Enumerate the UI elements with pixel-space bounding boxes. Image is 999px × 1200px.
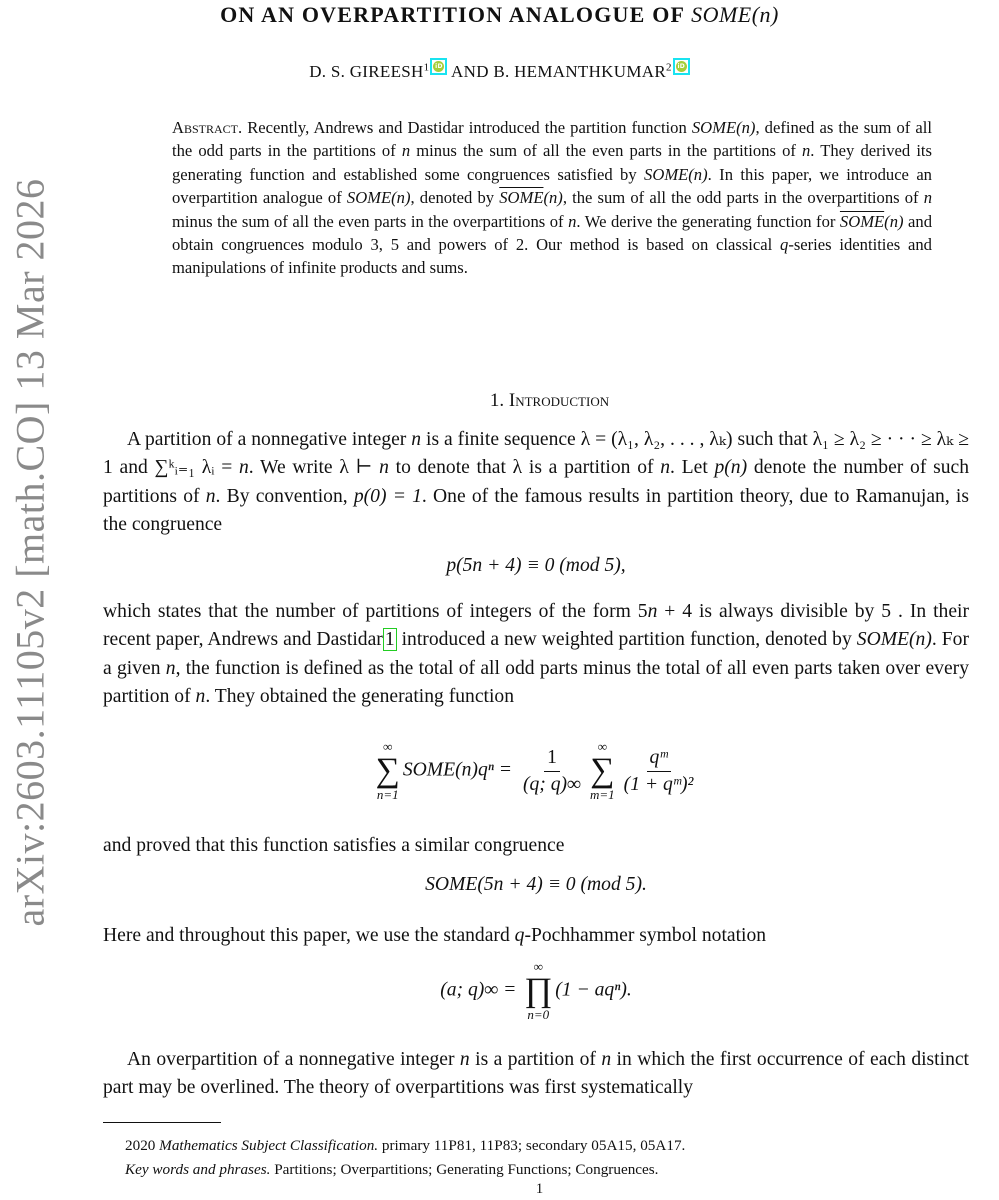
author-name: B. HEMANTHKUMAR: [493, 62, 666, 81]
orcid-icon[interactable]: [430, 58, 447, 75]
sum-operator: ∞ ∑ m=1: [590, 739, 615, 802]
intro-paragraph-5: An overpartition of a nonnegative integer n is a partition of n in which the first occurrence of each distinct part may be overlined. The theory of overpartitions was first systematically: [103, 1049, 970, 1099]
paper-title: ON AN OVERPARTITION ANALOGUE OF SOME(n): [220, 2, 779, 27]
sum-operator: ∞ ∑ n=1: [375, 739, 400, 802]
intro-paragraph-3: and proved that this function satisfies a similar congruence: [103, 835, 565, 856]
msc-footnote: 2020 Mathematics Subject Classification. primary 11P81, 11P83; secondary 05A15, 05A17.: [125, 1137, 686, 1154]
equation-some-congruence: SOME(5n + 4) ≡ 0 (mod 5).: [425, 874, 647, 895]
equation-pochhammer: (a; q)∞ = ∞ ∏ n=0 (1 − aqⁿ).: [440, 959, 632, 1022]
abstract-label: Abstract.: [172, 118, 243, 137]
abstract: Abstract. Recently, Andrews and Dastidar introduced the partition function SOME(n), defined as the sum of all the odd parts in the partitions of n minus the sum of all the even parts in the partitions of n. They derived its generating function and established some congruences satisfied by SOME(n). In this paper, we introduce an overpartition analogue of SOME(n), denoted by SOME(n), the sum of all the odd parts in the overpartitions of n minus the sum of all the even parts in the overpartitions of n. We derive the generating function for SOME(n) and obtain congruences modulo 3, 5 and powers of 2. Our method is based on classical q-series identities and manipulations of infinite products and sums.: [172, 118, 933, 278]
intro-paragraph-1: A partition of a nonnegative integer n is a finite sequence λ = (λ₁, λ₂, . . . , λₖ) such that λ₁ ≥ λ₂ ≥ · · · ≥ λₖ ≥ 1 and ∑ᵏᵢ₌₁ λᵢ = n. We write λ ⊢ n to denote that λ is a partition of n. Let p(n) denote the number of such partitions of n. By convention, p(0) = 1. One of the famous results in partition theory, due to Ramanujan, is the congruence: [103, 429, 969, 536]
author-name: D. S. GIREESH: [309, 62, 424, 81]
keywords-footnote: Key words and phrases. Partitions; Overpartitions; Generating Functions; Congruences.: [125, 1161, 659, 1178]
equation-generating-function: ∞ ∑ n=1 SOME(n)qⁿ = $\frac{1}{(q; q)\infty}$ ∞ ∑ m=1 $\frac{\text{qᵐ}}{\text{(1 + qᵐ)²}}$: [0, 740, 999, 802]
orcid-icon[interactable]: [673, 58, 690, 75]
affiliation-mark: 1: [423, 61, 430, 74]
fraction: $\frac{\text{qᵐ}}{\text{(1 + qᵐ)²}}$: [623, 746, 694, 795]
page-number: 1: [535, 1181, 544, 1197]
intro-paragraph-4: Here and throughout this paper, we use the standard q-Pochhammer symbol notation: [103, 925, 767, 946]
citation-link[interactable]: 1: [384, 629, 395, 651]
author-line: D. S. GIREESH$^1$iD AND B. HEMANTHKUMAR$^2$iD: [0, 58, 999, 82]
fraction: $\frac{1}{(q; q)\infty}$: [522, 746, 581, 795]
footnotes: [125, 1134, 965, 1182]
product-operator: ∞ ∏ n=0: [524, 959, 553, 1022]
affiliation-mark: 2: [665, 61, 672, 74]
section-heading: 1. Introduction: [489, 390, 610, 411]
equation-ramanujan-congruence: p(5n + 4) ≡ 0 (mod 5),: [446, 555, 626, 576]
footnote-divider: [103, 1122, 221, 1123]
intro-paragraph-2: which states that the number of partitions of integers of the form 5n + 4 is always divisible by 5 . In their recent paper, Andrews and Dastidar 1 introduced a new weighted partition function, denoted by SOME(n). For a given n, the function is defined as the total of all odd parts minus the total of all even parts taken over every partition of n. They obtained the generating function: [103, 601, 969, 708]
arxiv-identifier-stamp: arXiv:2603.11105v2 [math.CO] 13 Mar 2026: [7, 178, 53, 927]
